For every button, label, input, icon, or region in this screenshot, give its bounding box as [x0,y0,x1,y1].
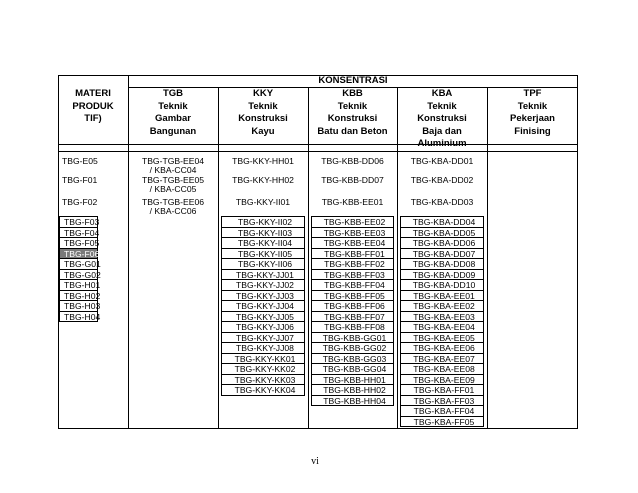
materi-item: TBG-F03 [59,216,98,228]
kba-item: TBG-KBA-DD04 [400,216,484,228]
kbb-item: TBG-KBB-HH04 [311,395,394,407]
tgb-item: TBG-TGB-EE05 [141,175,205,185]
header-line: KKY [252,88,274,99]
spacer-bottom-line [58,151,578,152]
kba-item: TBG-KBA-DD10 [400,279,484,291]
kky-item: TBG-KKY-II05 [221,248,305,260]
materi-item: TBG-H04 [59,311,98,323]
header-line: Konstruksi [417,113,467,124]
kky-item: TBG-KKY-JJ03 [221,290,305,302]
header-line: TGB [162,88,184,99]
header-line: Aluminium [417,138,467,149]
kbb-item: TBG-KBB-FF05 [311,290,394,302]
header-line: Finising [514,125,551,137]
tpf-header [487,88,578,138]
kba-item: TBG-KBA-DD08 [400,258,484,270]
col-divider-2 [218,87,219,429]
kbb-item: TBG-KBB-FF04 [311,279,394,291]
kba-item: TBG-KBA-EE06 [400,342,484,354]
kbb-item: TBG-KBB-DD06 [321,156,384,166]
kbb-item: TBG-KBB-FF02 [311,258,394,270]
kba-item: TBG-KBA-FF04 [400,405,484,417]
kky-item: TBG-KKY-HH01 [232,156,294,166]
header-line: TIF) [84,113,102,124]
kky-item: TBG-KKY-KK04 [221,384,305,396]
tgb-item-sub: / KBA-CC04 [149,165,197,175]
kbb-item: TBG-KBB-FF08 [311,321,394,333]
kky-item: TBG-KKY-JJ06 [221,321,305,333]
materi-item: TBG-F05 [59,237,98,249]
kky-item: TBG-KKY-JJ02 [221,279,305,291]
kky-item: TBG-KKY-II03 [221,227,305,239]
materi-item: TBG-G01 [59,258,98,270]
tgb-item: TBG-TGB-EE06 [141,197,205,207]
kbb-header [308,88,397,138]
kba-item: TBG-KBA-EE07 [400,353,484,365]
kky-item: TBG-KKY-JJ01 [221,269,305,281]
kba-item: TBG-KBA-EE04 [400,321,484,333]
header-line: Pekerjaan [510,113,555,124]
header-line: Teknik [337,100,368,112]
kky-item: TBG-KKY-JJ05 [221,311,305,323]
kba-item: TBG-KBA-DD02 [410,175,474,185]
konsentrasi-header: KONSENTRASI [318,75,388,86]
tgb-item-sub: / KBA-CC05 [149,184,197,194]
kky-item: TBG-KKY-KK03 [221,374,305,386]
header-line: Teknik [158,100,188,112]
kba-item: TBG-KBA-DD06 [400,237,484,249]
kbb-item: TBG-KBB-HH02 [311,384,394,396]
page-number: vi [311,456,319,467]
materi-item: TBG-F01 [62,175,98,185]
header-line: Teknik [427,100,457,112]
kba-item: TBG-KBA-EE05 [400,332,484,344]
tgb-item: TBG-TGB-EE04 [141,156,205,166]
tgb-item-sub: / KBA-CC06 [149,206,197,216]
header-line: Teknik [517,100,548,112]
kky-item: TBG-KKY-II02 [221,216,305,228]
kba-item: TBG-KBA-EE02 [400,300,484,312]
header-line: Batu dan Beton [317,125,388,137]
kbb-item: TBG-KBB-FF01 [311,248,394,260]
kbb-item: TBG-KBB-FF03 [311,269,394,281]
header-line: Teknik [248,100,278,112]
header-line: KBA [431,88,453,99]
tgb-header [128,88,218,138]
kbb-item: TBG-KBB-GG02 [311,342,394,354]
col-divider-3 [308,87,309,429]
kbb-item: TBG-KBB-EE01 [321,197,384,207]
header-line: TPF [523,88,542,99]
header-line: KBB [342,88,363,99]
kky-header [218,88,308,138]
materi-item: TBG-H03 [59,300,98,312]
kba-item: TBG-KBA-DD03 [410,197,474,207]
kbb-item: TBG-KBB-GG01 [311,332,394,344]
kbb-item: TBG-KBB-EE04 [311,237,394,249]
kky-item: TBG-KKY-II04 [221,237,305,249]
header-line: Konstruksi [327,113,378,124]
kky-item: TBG-KKY-II01 [235,197,291,207]
materi-header [58,88,128,126]
kba-item: TBG-KBA-FF03 [400,395,484,407]
kky-item: TBG-KKY-KK02 [221,363,305,375]
header-line: Bangunan [149,125,197,137]
kba-item: TBG-KBA-EE08 [400,363,484,375]
materi-item: TBG-F02 [62,197,98,207]
kba-item: TBG-KBA-DD01 [410,156,474,166]
kbb-item: TBG-KBB-EE03 [311,227,394,239]
kba-header [397,88,487,151]
kba-item: TBG-KBA-FF01 [400,384,484,396]
kbb-item: TBG-KBB-FF06 [311,300,394,312]
kbb-item: TBG-KBB-GG04 [311,363,394,375]
kba-item: TBG-KBA-DD09 [400,269,484,281]
col-divider-5 [487,87,488,429]
materi-item: TBG-H02 [59,290,98,302]
kky-item: TBG-KKY-JJ08 [221,342,305,354]
header-line: Baja dan [422,125,462,137]
kky-item: TBG-KKY-JJ04 [221,300,305,312]
kky-item: TBG-KKY-HH02 [232,175,294,185]
kky-item: TBG-KKY-II06 [221,258,305,270]
kbb-item: TBG-KBB-FF07 [311,311,394,323]
kbb-item: TBG-KBB-DD07 [321,175,384,185]
header-line: MATERI [75,88,111,99]
kba-item: TBG-KBA-EE03 [400,311,484,323]
materi-item: TBG-F06 [59,248,98,260]
kbb-item: TBG-KBB-GG03 [311,353,394,365]
header-line: Konstruksi [238,113,288,124]
kba-item: TBG-KBA-FF05 [400,416,484,428]
kba-item: TBG-KBA-EE01 [400,290,484,302]
materi-item: TBG-G02 [59,269,98,281]
kbb-item: TBG-KBB-HH01 [311,374,394,386]
kba-item: TBG-KBA-EE09 [400,374,484,386]
materi-item: TBG-F04 [59,227,98,239]
kky-item: TBG-KKY-JJ07 [221,332,305,344]
kba-item: TBG-KBA-DD05 [400,227,484,239]
kba-item: TBG-KBA-DD07 [400,248,484,260]
kky-item: TBG-KKY-KK01 [221,353,305,365]
header-line: Gambar [155,113,191,124]
header-line: Kayu [251,125,275,137]
materi-item: TBG-H01 [59,279,98,291]
kbb-item: TBG-KBB-EE02 [311,216,394,228]
header-bottom-line [58,144,578,145]
materi-item: TBG-E05 [62,156,98,166]
header-line: PRODUK [72,100,114,112]
